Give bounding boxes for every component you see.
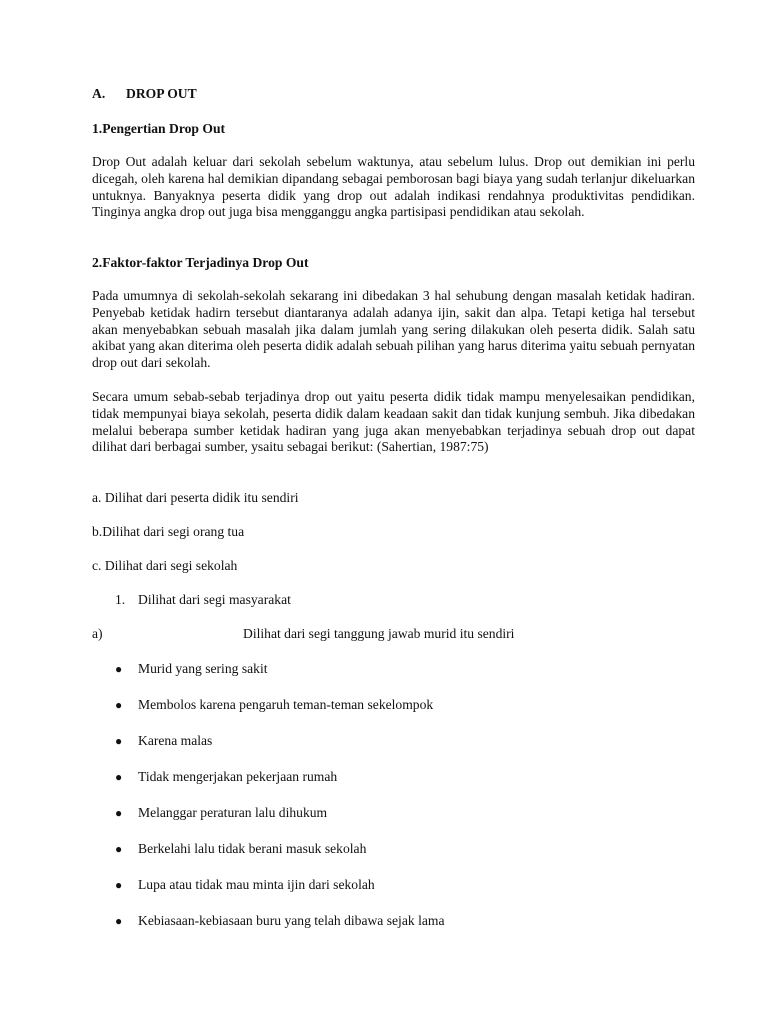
bullet-item: Berkelahi lalu tidak berani masuk sekolah [138,841,367,856]
bullet-icon: ● [115,770,123,784]
bullet-icon: ● [115,698,123,712]
bullet-icon: ● [115,878,123,892]
main-heading [92,86,197,102]
section2-title: 2.Faktor-faktor Terjadinya Drop Out [92,255,309,270]
section2-paragraph-1: Pada umumnya di sekolah-sekolah sekarang ini dibedakan 3 hal sehubung dengan masalah ketidak hadiran. Penyebab ketidak hadirn tersebut diantaranya adalah adanya ijin, sakit dan alpa. Tetapi ketiga hal tersebut akan menyebabkan sebuah masalah jika dalam jumlah yang sering dilakukan oleh peserta didik. Salah satu akibat yang akan diterima oleh peserta didik adalah sebuah pilihan yang harus diterima yaitu sebuah pernyatan drop out dari sekolah. [92,288,695,371]
heading-title: DROP OUT [126,86,197,101]
section2-paragraph-2: Secara umum sebab-sebab terjadinya drop out yaitu peserta didik tidak mampu menyelesaikan pendidikan, tidak mempunyai biaya sekolah, peserta didik dalam keadaan sakit dan tidak kunjung sembuh. Jika dibedakan melalui beberapa sumber ketidak hadiran yang juga akan menyebabkan terjadinya sebuah drop out dapat dilihat dari berbagai sumber, ysaitu sebagai berikut: (Sahertian, 1987:75) [92,389,695,455]
bullet-item: Murid yang sering sakit [138,661,268,676]
section1-title: 1.Pengertian Drop Out [92,121,226,136]
bullet-icon: ● [115,662,123,676]
numbered-marker: 1. [115,592,126,607]
bullet-item: Karena malas [138,733,213,748]
bullet-icon: ● [115,806,123,820]
bullet-item: Melanggar peraturan lalu dihukum [138,805,328,820]
bullet-item: Tidak mengerjakan pekerjaan rumah [138,769,338,784]
bullet-icon: ● [115,842,123,856]
numbered-text: Dilihat dari segi masyarakat [138,592,291,607]
bullet-item: Kebiasaan-kebiasaan buru yang telah dibawa sejak lama [138,913,445,928]
sub-text: Dilihat dari segi tanggung jawab murid itu sendiri [243,626,515,641]
bullet-item: Membolos karena pengaruh teman-teman sekelompok [138,697,434,712]
section1-paragraph: Drop Out adalah keluar dari sekolah sebelum waktunya, atau sebelum lulus. Drop out demikian ini perlu dicegah, oleh karena hal demikian dipandang sebagai pemborosan bagi biaya yang sudah terlanjur dikeluarkan untuknya. Banyaknya peserta didik yang drop out adalah indikasi rendahnya produktivitas pendidikan. Tinginya angka drop out juga bisa mengganggu angka partisipasi pendidikan atau sekolah. [92,154,695,220]
list-item-b: b.Dilihat dari segi orang tua [92,524,245,539]
bullet-item: Lupa atau tidak mau minta ijin dari sekolah [138,877,375,892]
bullet-icon: ● [115,914,123,928]
bullet-icon: ● [115,734,123,748]
heading-letter: A. [92,86,106,101]
list-item-a: a. Dilihat dari peserta didik itu sendiri [92,490,299,505]
list-item-c: c. Dilihat dari segi sekolah [92,558,238,573]
sub-marker: a) [92,626,103,641]
